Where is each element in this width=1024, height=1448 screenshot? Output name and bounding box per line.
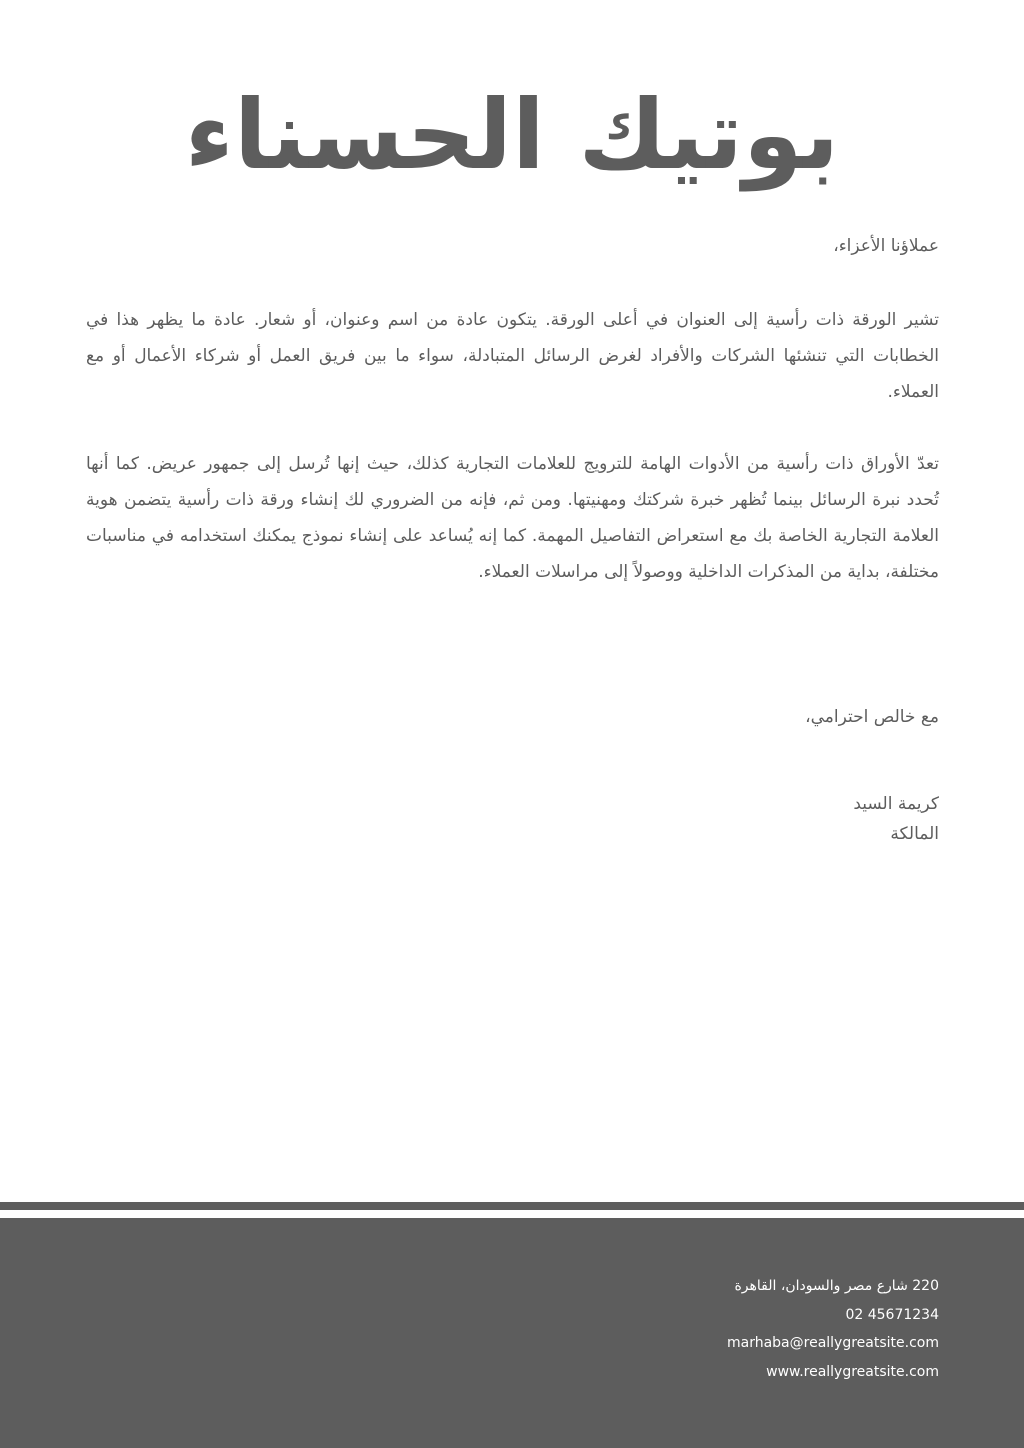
contact-email[interactable]: [339, 1329, 939, 1358]
letter-closing: مع خالص احترامي،: [805, 707, 939, 727]
contact-phone-value: 02 45671234: [845, 1306, 939, 1323]
signature-block: [86, 789, 939, 849]
footer-band: [0, 1218, 1024, 1448]
company-name-title: بوتيك الحسناء: [184, 79, 840, 191]
contact-phone: [339, 1301, 939, 1330]
signer-name: كريمة السيد: [853, 794, 939, 814]
letter-greeting: عملاؤنا الأعزاء،: [833, 236, 939, 256]
contact-website[interactable]: [339, 1358, 939, 1387]
letter-paragraph-2: تعدّ الأوراق ذات رأسية من الأدوات الهامة للترويج للعلامات التجارية كذلك، حيث إنها تُرسل إلى جمهور عريض. كما أنها تُحدد نبرة الرسائل بينما تُظهر خبرة شركتك ومهنيتها. ومن ثم، فإنه من الضروري لك إنشاء ورقة ذات رأسية يتضمن هوية العلامة التجارية الخاصة بك مع استعراض التفاصيل المهمة. كما إنه يُساعد على إنشاء نموذج يمكنك استخدامه في مناسبات مختلفة، بداية من المذكرات الداخلية ووصولاً إلى مراسلات العملاء.: [86, 454, 939, 582]
signer-title: المالكة: [890, 824, 939, 844]
contact-email-value[interactable]: marhaba@reallygreatsite.com: [726, 1335, 939, 1351]
letter-paragraph-1: تشير الورقة ذات رأسية إلى العنوان في أعلى الورقة. يتكون عادة من اسم وعنوان، أو شعار. عادة ما يظهر هذا في الخطابات التي تنشئها الشركات والأفراد لغرض الرسائل المتبادلة، سواء ما بين فريق العمل أو شركاء الأعمال أو مع العملاء.: [86, 310, 939, 402]
contact-info: [339, 1272, 939, 1386]
footer-divider-stripe: [0, 1202, 1024, 1210]
contact-website-value[interactable]: www.reallygreatsite.com: [766, 1363, 939, 1380]
contact-address: 220 شارع مصر والسودان، القاهرة: [734, 1278, 939, 1294]
